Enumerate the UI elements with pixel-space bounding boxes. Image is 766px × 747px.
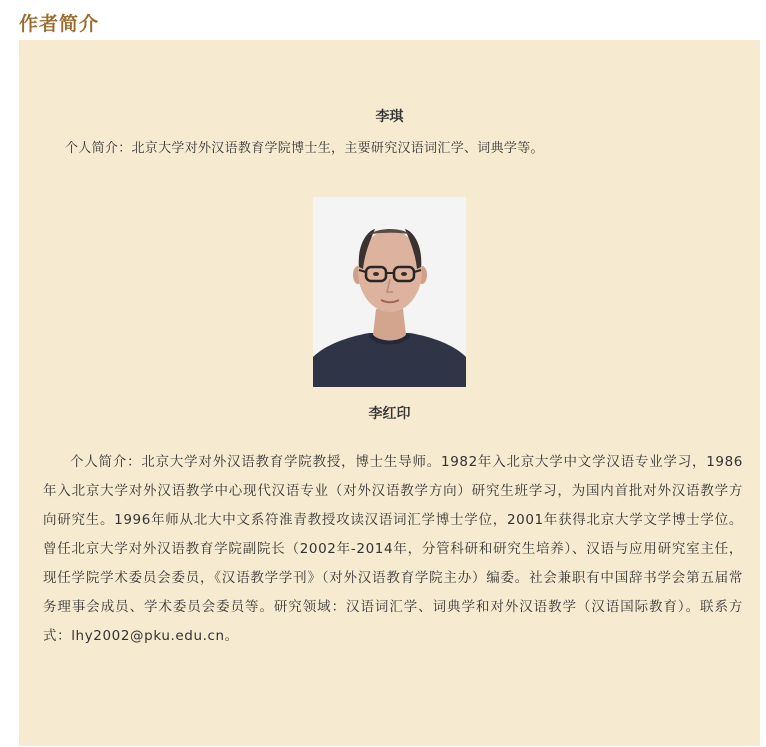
author-photo xyxy=(313,197,466,387)
author-intro-panel xyxy=(19,40,760,746)
section-title: 作者简介 xyxy=(19,13,100,35)
author-name-li-qi: 李琪 xyxy=(375,109,404,125)
author-name-li-hongyin: 李红印 xyxy=(368,406,411,422)
author-bio-li-qi: 个人简介：北京大学对外汉语教育学院博士生，主要研究汉语词汇学、词典学等。 xyxy=(65,141,544,156)
author-bio-li-hongyin: 个人简介：北京大学对外汉语教育学院教授，博士生导师。1982年入北京大学中文学汉语专业学习，1986年入北京大学对外汉语教学中心现代汉语专业（对外汉语教学方向）研究生班学习，为国内首批对外汉语教学方向研究生。1996年师从北大中文系符淮青教授攻读汉语词汇学博士学位，2001年获得北京大学文学博士学位。曾任北京大学对外汉语教育学院副院长（2002年-2014年，分管科研和研究生培养）、汉语与应用研究室主任，现任学院学术委员会委员，《汉语教学学刊》（对外汉语教育学院主办）编委。社会兼职有中国辞书学会第五届常务理事会成员、学术委员会委员等。研究领域：汉语词汇学、词典学和对外汉语教学（汉语国际教育）。联系方式：lhy2002@pku.edu.cn。 xyxy=(43,454,743,644)
